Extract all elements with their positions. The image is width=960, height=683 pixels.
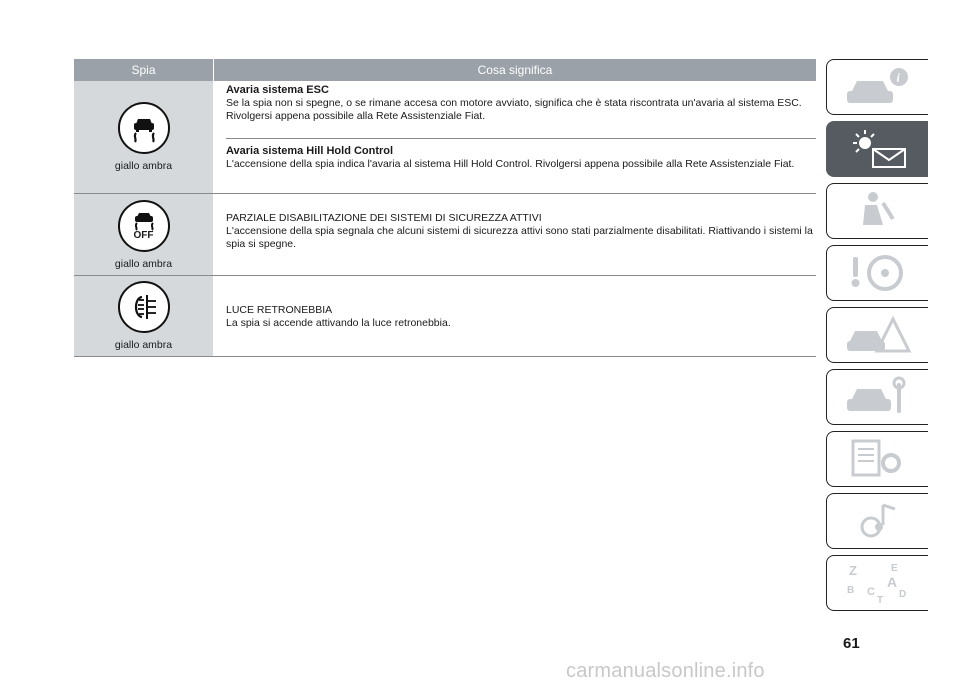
rear-fog-light-icon [118,281,170,333]
tab-warning-lights[interactable] [826,121,928,177]
entry-text: L'accensione della spia indica l'avaria al sistema Hill Hold Control. Rivolgersi appena possibile alla Rete Assistenziale Fiat. [226,158,795,170]
esc-off-icon [118,200,170,252]
warning-light-envelope-icon [843,127,913,171]
lamp-color-label: giallo ambra [114,160,173,172]
tab-multimedia[interactable] [826,493,928,549]
lamp-color-label: giallo ambra [114,339,173,351]
index-letter: Z [848,563,857,578]
index-letter: E [890,563,898,574]
index-letter: A [886,574,897,590]
index-letter: T [876,595,883,605]
tab-vehicle-info[interactable] [826,59,928,115]
tab-safety[interactable] [826,183,928,239]
tab-emergency[interactable] [826,307,928,363]
meaning-cell [213,194,816,275]
table-row [74,276,816,357]
esc-skid-icon [118,102,170,154]
meaning-entry [226,53,816,138]
seat-airbag-icon [843,189,913,233]
meaning-cell [213,81,816,193]
car-wrench-icon [843,375,913,419]
page-number: 61 [843,635,860,652]
warning-lights-table [74,59,816,357]
header-cosa-significa: Cosa significa [213,59,816,81]
table-row [74,194,816,276]
car-info-icon [843,65,913,109]
lamp-cell [74,194,213,275]
index-letter: D [898,589,906,600]
meaning-entry [226,139,816,171]
entry-title: PARZIALE DISABILITAZIONE DEI SISTEMI DI SICUREZZA ATTIVI [226,212,542,224]
document-gear-icon [843,437,913,481]
entry-text: La spia si accende attivando la luce retronebbia. [226,317,451,329]
tab-index[interactable] [826,555,928,611]
entry-text: L'accensione della spia segnala che alcuni sistemi di sicurezza attivi sono stati parzialmente disabilitati. Riattivando i sistemi la spia si spegne. [226,225,813,250]
lamp-color-label: giallo ambra [114,257,173,270]
index-letter: C [866,586,875,598]
entry-text: Se la spia non si spegne, o se rimane accesa con motore avviato, significa che è stata riscontrata un'avaria al sistema ESC. Rivolgersi appena possibile alla Rete Assistenziale Fiat. [226,97,802,122]
car-warning-triangle-icon [843,313,913,357]
tab-technical-data[interactable] [826,431,928,487]
svg-text:i: i [896,70,900,85]
alphabetical-index-icon [843,561,913,605]
steering-wheel-icon [843,251,913,295]
multimedia-icon [843,499,913,543]
tab-driving[interactable] [826,245,928,301]
index-letter: B [846,585,854,596]
entry-title: LUCE RETRONEBBIA [226,304,333,316]
meaning-entry [226,212,816,251]
watermark: carmanualsonline.info [566,660,765,682]
meaning-cell [213,276,816,356]
lamp-cell [74,81,213,193]
entry-title: Avaria sistema Hill Hold Control [226,145,394,157]
meaning-entry [226,304,816,330]
chapter-tabs [826,59,928,617]
off-badge: OFF [133,229,154,241]
entry-title: Avaria sistema ESC [226,84,329,96]
header-spia: Spia [131,63,156,77]
tab-maintenance[interactable] [826,369,928,425]
table-row [74,81,816,194]
lamp-cell [74,276,213,356]
